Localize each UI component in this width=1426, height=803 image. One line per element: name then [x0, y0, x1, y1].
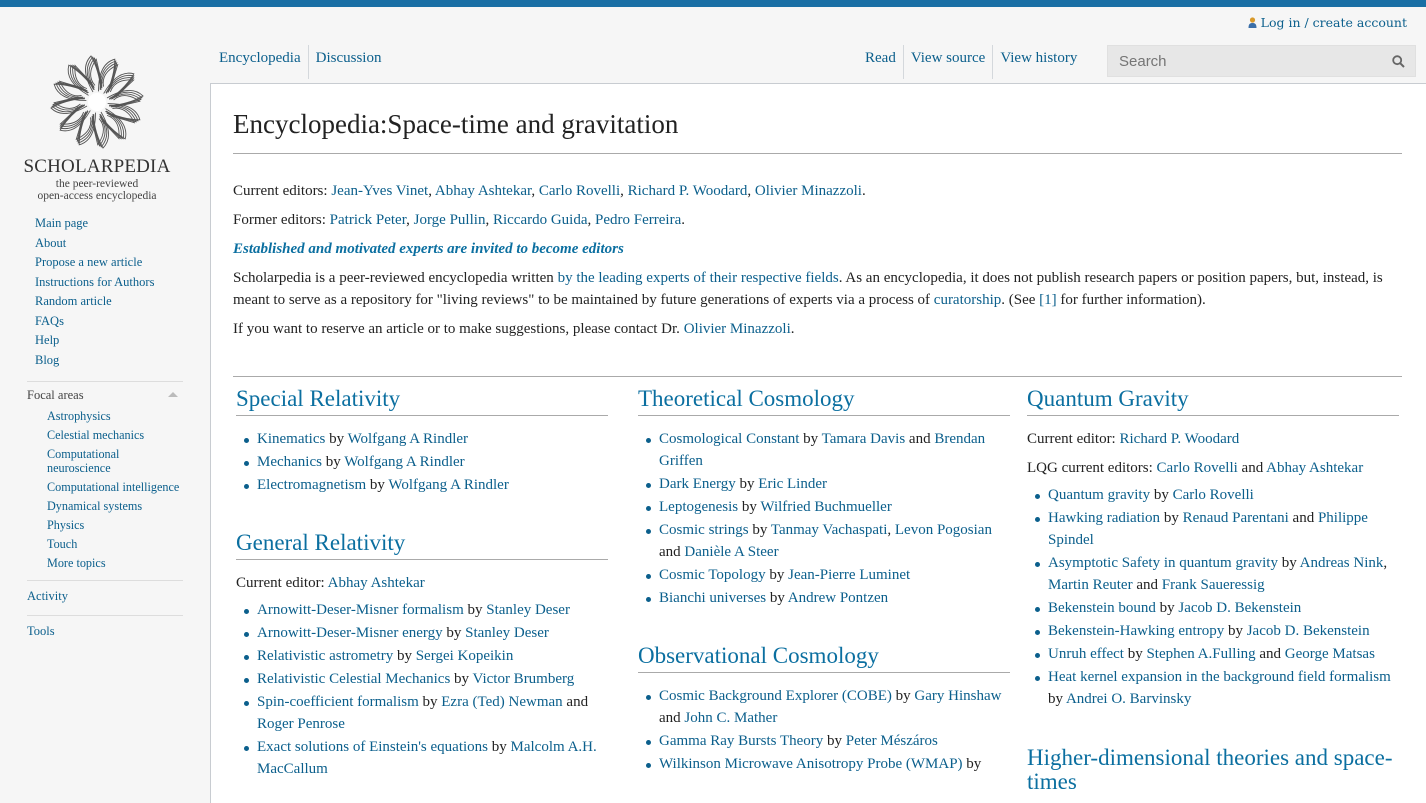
focal-area-link[interactable]: Touch — [47, 536, 78, 551]
focal-area-item — [27, 534, 183, 553]
list-item: Arnowitt-Deser-Misner energy by Stanley Deser — [257, 622, 608, 644]
column-left — [236, 384, 608, 781]
article-link[interactable]: Kinematics — [257, 431, 326, 447]
author-link[interactable]: Stanley Deser — [465, 625, 549, 641]
editor-link[interactable]: Olivier Minazzoli — [754, 183, 862, 199]
sidebar-link[interactable]: Random article — [35, 294, 112, 308]
section-heading-general-relativity: General Relativity — [236, 528, 608, 560]
author-link[interactable]: Martin Reuter — [1048, 577, 1133, 593]
sidebar-item — [27, 253, 183, 273]
author-link[interactable]: Stanley Deser — [486, 602, 570, 618]
list-item: Kinematics by Wolfgang A Rindler — [257, 428, 608, 450]
sidebar-item — [27, 292, 183, 312]
tab-discussion[interactable]: Discussion — [308, 45, 389, 79]
author-link[interactable]: George Matsas — [1284, 646, 1375, 662]
author-link[interactable]: Philippe Spindel — [1048, 510, 1368, 548]
author-link[interactable]: Eric Linder — [758, 476, 827, 492]
list-item: Electromagnetism by Wolfgang A Rindler — [257, 474, 608, 496]
editor-link[interactable]: Abhay Ashtekar — [434, 183, 532, 199]
article-link[interactable]: Leptogenesis — [659, 499, 739, 515]
article-link[interactable]: Relativistic Celestial Mechanics — [257, 671, 451, 687]
reference-link[interactable]: [1] — [1039, 292, 1057, 308]
list-item: Mechanics by Wolfgang A Rindler — [257, 451, 608, 473]
article-link[interactable]: Unruh effect — [1048, 646, 1124, 662]
author-link[interactable]: Victor Brumberg — [472, 671, 575, 687]
article-link[interactable]: Bekenstein bound — [1048, 600, 1156, 616]
sidebar-item — [27, 351, 183, 371]
activity-label: Activity — [27, 589, 68, 603]
author-link[interactable]: Roger Penrose — [257, 716, 345, 732]
focal-area-item — [27, 444, 183, 477]
sidebar-link[interactable]: About — [35, 235, 67, 250]
namespace-tabs — [212, 45, 388, 79]
article-link[interactable]: Spin-coefficient formalism — [257, 694, 419, 710]
focal-area-link[interactable]: More topics — [47, 555, 106, 570]
author-link[interactable]: Ezra (Ted) Newman — [441, 694, 563, 710]
focal-area-item — [27, 496, 183, 515]
user-icon — [1248, 17, 1257, 28]
focal-area-item — [27, 406, 183, 425]
article-link[interactable]: Asymptotic Safety in quantum gravity — [1048, 555, 1278, 571]
tools-label: Tools — [27, 624, 55, 638]
author-link[interactable]: Andrei O. Barvinsky — [1065, 691, 1192, 707]
sidebar — [27, 214, 183, 645]
contact-text: If you want to reserve an article or to make suggestions, please contact Dr. Olivier Minazzoli. — [233, 321, 795, 337]
focal-area-item — [27, 515, 183, 534]
list-item: Bekenstein-Hawking entropy by Jacob D. Bekenstein — [1048, 620, 1399, 642]
sidebar-item — [27, 331, 183, 351]
sidebar-link[interactable]: Propose a new article — [35, 255, 143, 269]
editor-link[interactable]: Jean-Yves Vinet — [331, 183, 429, 199]
editor-link[interactable]: Pedro Ferreira — [595, 212, 682, 228]
list-item: Heat kernel expansion in the background field formalism by Andrei O. Barvinsky — [1048, 666, 1399, 710]
author-link[interactable]: Jacob D. Bekenstein — [1246, 623, 1370, 639]
search-box — [1107, 45, 1416, 77]
author-link[interactable]: Levon Pogosian — [894, 522, 992, 538]
article-link[interactable]: Bianchi universes — [659, 590, 767, 606]
divider — [233, 153, 1402, 154]
editor-link[interactable]: Abhay Ashtekar — [1266, 460, 1364, 476]
sidebar-item — [27, 312, 183, 332]
current-editors: Current editors: Jean-Yves Vinet, Abhay Ashtekar, Carlo Rovelli, Richard P. Woodard, Olivier Minazzoli. — [233, 183, 866, 199]
tab-view-history[interactable]: View history — [992, 45, 1084, 79]
personal-tools — [1248, 15, 1407, 30]
list-item: Relativistic Celestial Mechanics by Victor Brumberg — [257, 668, 608, 690]
sidebar-link[interactable]: Help — [35, 333, 60, 347]
divider — [233, 376, 1402, 377]
author-link[interactable]: Wilfried Buchmueller — [760, 499, 892, 515]
tab-read[interactable]: Read — [865, 50, 896, 66]
article-link[interactable]: Bekenstein-Hawking entropy — [1048, 623, 1225, 639]
focal-area-link[interactable]: Dynamical systems — [47, 498, 143, 513]
tab-view-source[interactable]: View source — [903, 45, 993, 79]
article-link[interactable]: Quantum gravity — [1048, 487, 1151, 503]
author-link[interactable]: Sergei Kopeikin — [415, 648, 514, 664]
article-link[interactable]: Arnowitt-Deser-Misner energy — [257, 625, 443, 641]
focal-area-link[interactable]: Physics — [47, 517, 85, 532]
focal-area-item — [27, 477, 183, 496]
list-item: Leptogenesis by Wilfried Buchmueller — [659, 496, 1010, 518]
editor-link[interactable]: Carlo Rovelli — [1156, 460, 1238, 476]
section-heading-observational-cosmology: Observational Cosmology — [638, 641, 1010, 673]
section-heading-higher-dimensional: Higher-dimensional theories and space-times — [1027, 745, 1393, 794]
content-area — [210, 83, 1426, 803]
author-link[interactable]: Renaud Parentani — [1182, 510, 1289, 526]
former-editors-label: Former editors: — [233, 212, 330, 228]
author-link[interactable]: Wolfgang A Rindler — [388, 477, 509, 493]
activity-portal[interactable] — [27, 580, 183, 610]
author-link[interactable]: Jacob D. Bekenstein — [1178, 600, 1302, 616]
author-link[interactable]: Tanmay Vachaspati — [770, 522, 888, 538]
author-link[interactable]: Gary Hinshaw — [914, 688, 1002, 704]
leading-experts-link[interactable]: by the leading experts of their respective fields — [557, 270, 839, 286]
quantum-gravity-list — [1027, 484, 1399, 710]
theoretical-cosmology-list — [638, 428, 1010, 609]
list-item: Asymptotic Safety in quantum gravity by Andreas Nink, Martin Reuter and Frank Saueressig — [1048, 552, 1399, 596]
sidebar-link[interactable]: Main page — [35, 216, 89, 230]
list-item: Quantum gravity by Carlo Rovelli — [1048, 484, 1399, 506]
about-text: Scholarpedia is a peer-reviewed encyclopedia written by the leading experts of their respective fields. As an encyclopedia, it does not publish research papers or position papers, but, instead, is meant to serve as a repository for "living reviews" to be maintained by future generations of experts via a process of curatorship. (See [1] for further information). — [233, 270, 1383, 308]
section-heading-special-relativity: Special Relativity — [236, 384, 608, 416]
article-link[interactable]: Cosmic Background Explorer (COBE) — [659, 688, 892, 704]
author-link[interactable]: Stephen A.Fulling — [1146, 646, 1256, 662]
general-editor: Current editor: Abhay Ashtekar — [236, 575, 425, 591]
former-editors: Former editors: Patrick Peter, Jorge Pullin, Riccardo Guida, Pedro Ferreira. — [233, 212, 685, 228]
article-link[interactable]: Mechanics — [257, 454, 322, 470]
special-relativity-list — [236, 428, 608, 496]
site-logo[interactable] — [22, 50, 172, 202]
author-link[interactable]: Jean-Pierre Luminet — [788, 567, 911, 583]
curatorship-link[interactable]: curatorship — [933, 292, 1002, 308]
login-link[interactable]: Log in / create account — [1260, 15, 1407, 30]
list-item: Cosmic Background Explorer (COBE) by Gary Hinshaw and John C. Mather — [659, 685, 1010, 729]
article-link[interactable]: Heat kernel expansion in the background field formalism — [1048, 669, 1391, 685]
list-item: Cosmic Topology by Jean-Pierre Luminet — [659, 564, 1010, 586]
page-title: Encyclopedia:Space-time and gravitation — [233, 109, 679, 139]
author-link[interactable]: Andrew Pontzen — [787, 590, 889, 606]
article-link[interactable]: Dark Energy — [659, 476, 736, 492]
list-item: Hawking radiation by Renaud Parentani and Philippe Spindel — [1048, 507, 1399, 551]
focal-area-item — [27, 553, 183, 572]
editor-link[interactable]: Patrick Peter — [329, 212, 407, 228]
list-item: Relativistic astrometry by Sergei Kopeikin — [257, 645, 608, 667]
search-input[interactable] — [1117, 52, 1381, 71]
author-link[interactable]: Wolfgang A Rindler — [347, 431, 469, 447]
editor-link[interactable]: Richard P. Woodard — [1119, 431, 1240, 447]
article-link[interactable]: Cosmic strings — [659, 522, 749, 538]
list-item: Arnowitt-Deser-Misner formalism by Stanley Deser — [257, 599, 608, 621]
current-editors-label: Current editors: — [233, 183, 332, 199]
article-link[interactable]: Exact solutions of Einstein's equations — [257, 739, 489, 755]
column-middle — [638, 384, 1010, 776]
author-link[interactable]: Malcolm A.H. MacCallum — [257, 739, 597, 777]
search-icon[interactable] — [1392, 55, 1405, 68]
author-link[interactable]: Andreas Nink — [1299, 555, 1384, 571]
logo-wordmark: SCHOLARPEDIA — [23, 156, 171, 177]
lqg-editors: LQG current editors: Carlo Rovelli and Abhay Ashtekar — [1027, 460, 1364, 476]
focal-area-item — [27, 425, 183, 444]
article-link[interactable]: Hawking radiation — [1048, 510, 1161, 526]
scholarpedia-logo-icon — [45, 50, 149, 154]
focal-areas-label: Focal areas — [27, 388, 84, 402]
author-link[interactable]: Carlo Rovelli — [1172, 487, 1254, 503]
list-item: Cosmological Constant by Tamara Davis and Brendan Griffen — [659, 428, 1010, 472]
logo-tagline-1: the peer-reviewed — [55, 178, 139, 190]
author-link[interactable]: Brendan Griffen — [659, 431, 986, 469]
article-link[interactable]: Relativistic astrometry — [257, 648, 394, 664]
contact-link[interactable]: Olivier Minazzoli — [683, 321, 791, 337]
article-link[interactable]: Wilkinson Microwave Anisotropy Probe (WMAP) — [659, 756, 963, 772]
editor-link[interactable]: Riccardo Guida — [492, 212, 588, 228]
focal-areas-list — [27, 406, 183, 572]
editor-link[interactable]: Richard P. Woodard — [627, 183, 748, 199]
view-tabs — [858, 45, 1084, 79]
sidebar-link[interactable]: Instructions for Authors — [35, 274, 155, 289]
author-link[interactable]: Danièle A Steer — [684, 544, 779, 560]
sidebar-navigation — [27, 214, 183, 370]
list-item: Bianchi universes by Andrew Pontzen — [659, 587, 1010, 609]
sidebar-link[interactable]: FAQs — [35, 313, 64, 328]
focal-area-link[interactable]: Computational neuroscience — [47, 446, 120, 475]
editor-link[interactable]: Jorge Pullin — [413, 212, 486, 228]
sidebar-item — [27, 234, 183, 254]
general-relativity-list — [236, 599, 608, 780]
sidebar-item — [27, 273, 183, 293]
top-accent-bar — [0, 0, 1426, 7]
editor-link[interactable]: Abhay Ashtekar — [327, 575, 425, 591]
author-link[interactable]: Wolfgang A Rindler — [344, 454, 465, 470]
list-item: Gamma Ray Bursts Theory by Peter Mészáros — [659, 730, 1010, 752]
author-link[interactable]: Tamara Davis — [821, 431, 906, 447]
article-link[interactable]: Cosmic Topology — [659, 567, 766, 583]
section-heading-theoretical-cosmology: Theoretical Cosmology — [638, 384, 1010, 416]
focal-area-link[interactable]: Astrophysics — [47, 408, 111, 423]
section-heading-quantum-gravity: Quantum Gravity — [1027, 384, 1399, 416]
list-item: Unruh effect by Stephen A.Fulling and George Matsas — [1048, 643, 1399, 665]
list-item: Bekenstein bound by Jacob D. Bekenstein — [1048, 597, 1399, 619]
column-right — [1027, 384, 1399, 799]
article-link[interactable]: Arnowitt-Deser-Misner formalism — [257, 602, 464, 618]
intro — [233, 180, 1402, 347]
article-link[interactable]: Gamma Ray Bursts Theory — [659, 733, 824, 749]
article-link[interactable]: Cosmological Constant — [659, 431, 800, 447]
tab-encyclopedia[interactable]: Encyclopedia — [219, 50, 301, 66]
logo-tagline-2: open-access encyclopedia — [37, 190, 157, 202]
list-item: Exact solutions of Einstein's equations by Malcolm A.H. MacCallum — [257, 736, 608, 780]
focal-area-link[interactable]: Celestial mechanics — [47, 427, 145, 442]
list-item: Dark Energy by Eric Linder — [659, 473, 1010, 495]
sidebar-item — [27, 214, 183, 234]
sidebar-link[interactable]: Blog — [35, 352, 60, 367]
editor-link[interactable]: Carlo Rovelli — [538, 183, 621, 199]
list-item: Wilkinson Microwave Anisotropy Probe (WMAP) by — [659, 753, 1010, 775]
article-link[interactable]: Electromagnetism — [257, 477, 367, 493]
observational-cosmology-list — [638, 685, 1010, 775]
list-item: Cosmic strings by Tanmay Vachaspati, Levon Pogosian and Danièle A Steer — [659, 519, 1010, 563]
list-item: Spin-coefficient formalism by Ezra (Ted) Newman and Roger Penrose — [257, 691, 608, 735]
focal-area-link[interactable]: Computational intelligence — [47, 479, 180, 494]
author-link[interactable]: John C. Mather — [684, 710, 778, 726]
collapse-icon[interactable] — [168, 392, 178, 397]
author-link[interactable]: Peter Mészáros — [845, 733, 938, 749]
quantum-editor: Current editor: Richard P. Woodard — [1027, 431, 1240, 447]
tools-portal[interactable] — [27, 615, 183, 645]
focal-areas-header[interactable] — [27, 381, 183, 406]
invite-link[interactable]: Established and motivated experts are invited to become editors — [233, 241, 624, 257]
author-link[interactable]: Frank Saueressig — [1161, 577, 1265, 593]
